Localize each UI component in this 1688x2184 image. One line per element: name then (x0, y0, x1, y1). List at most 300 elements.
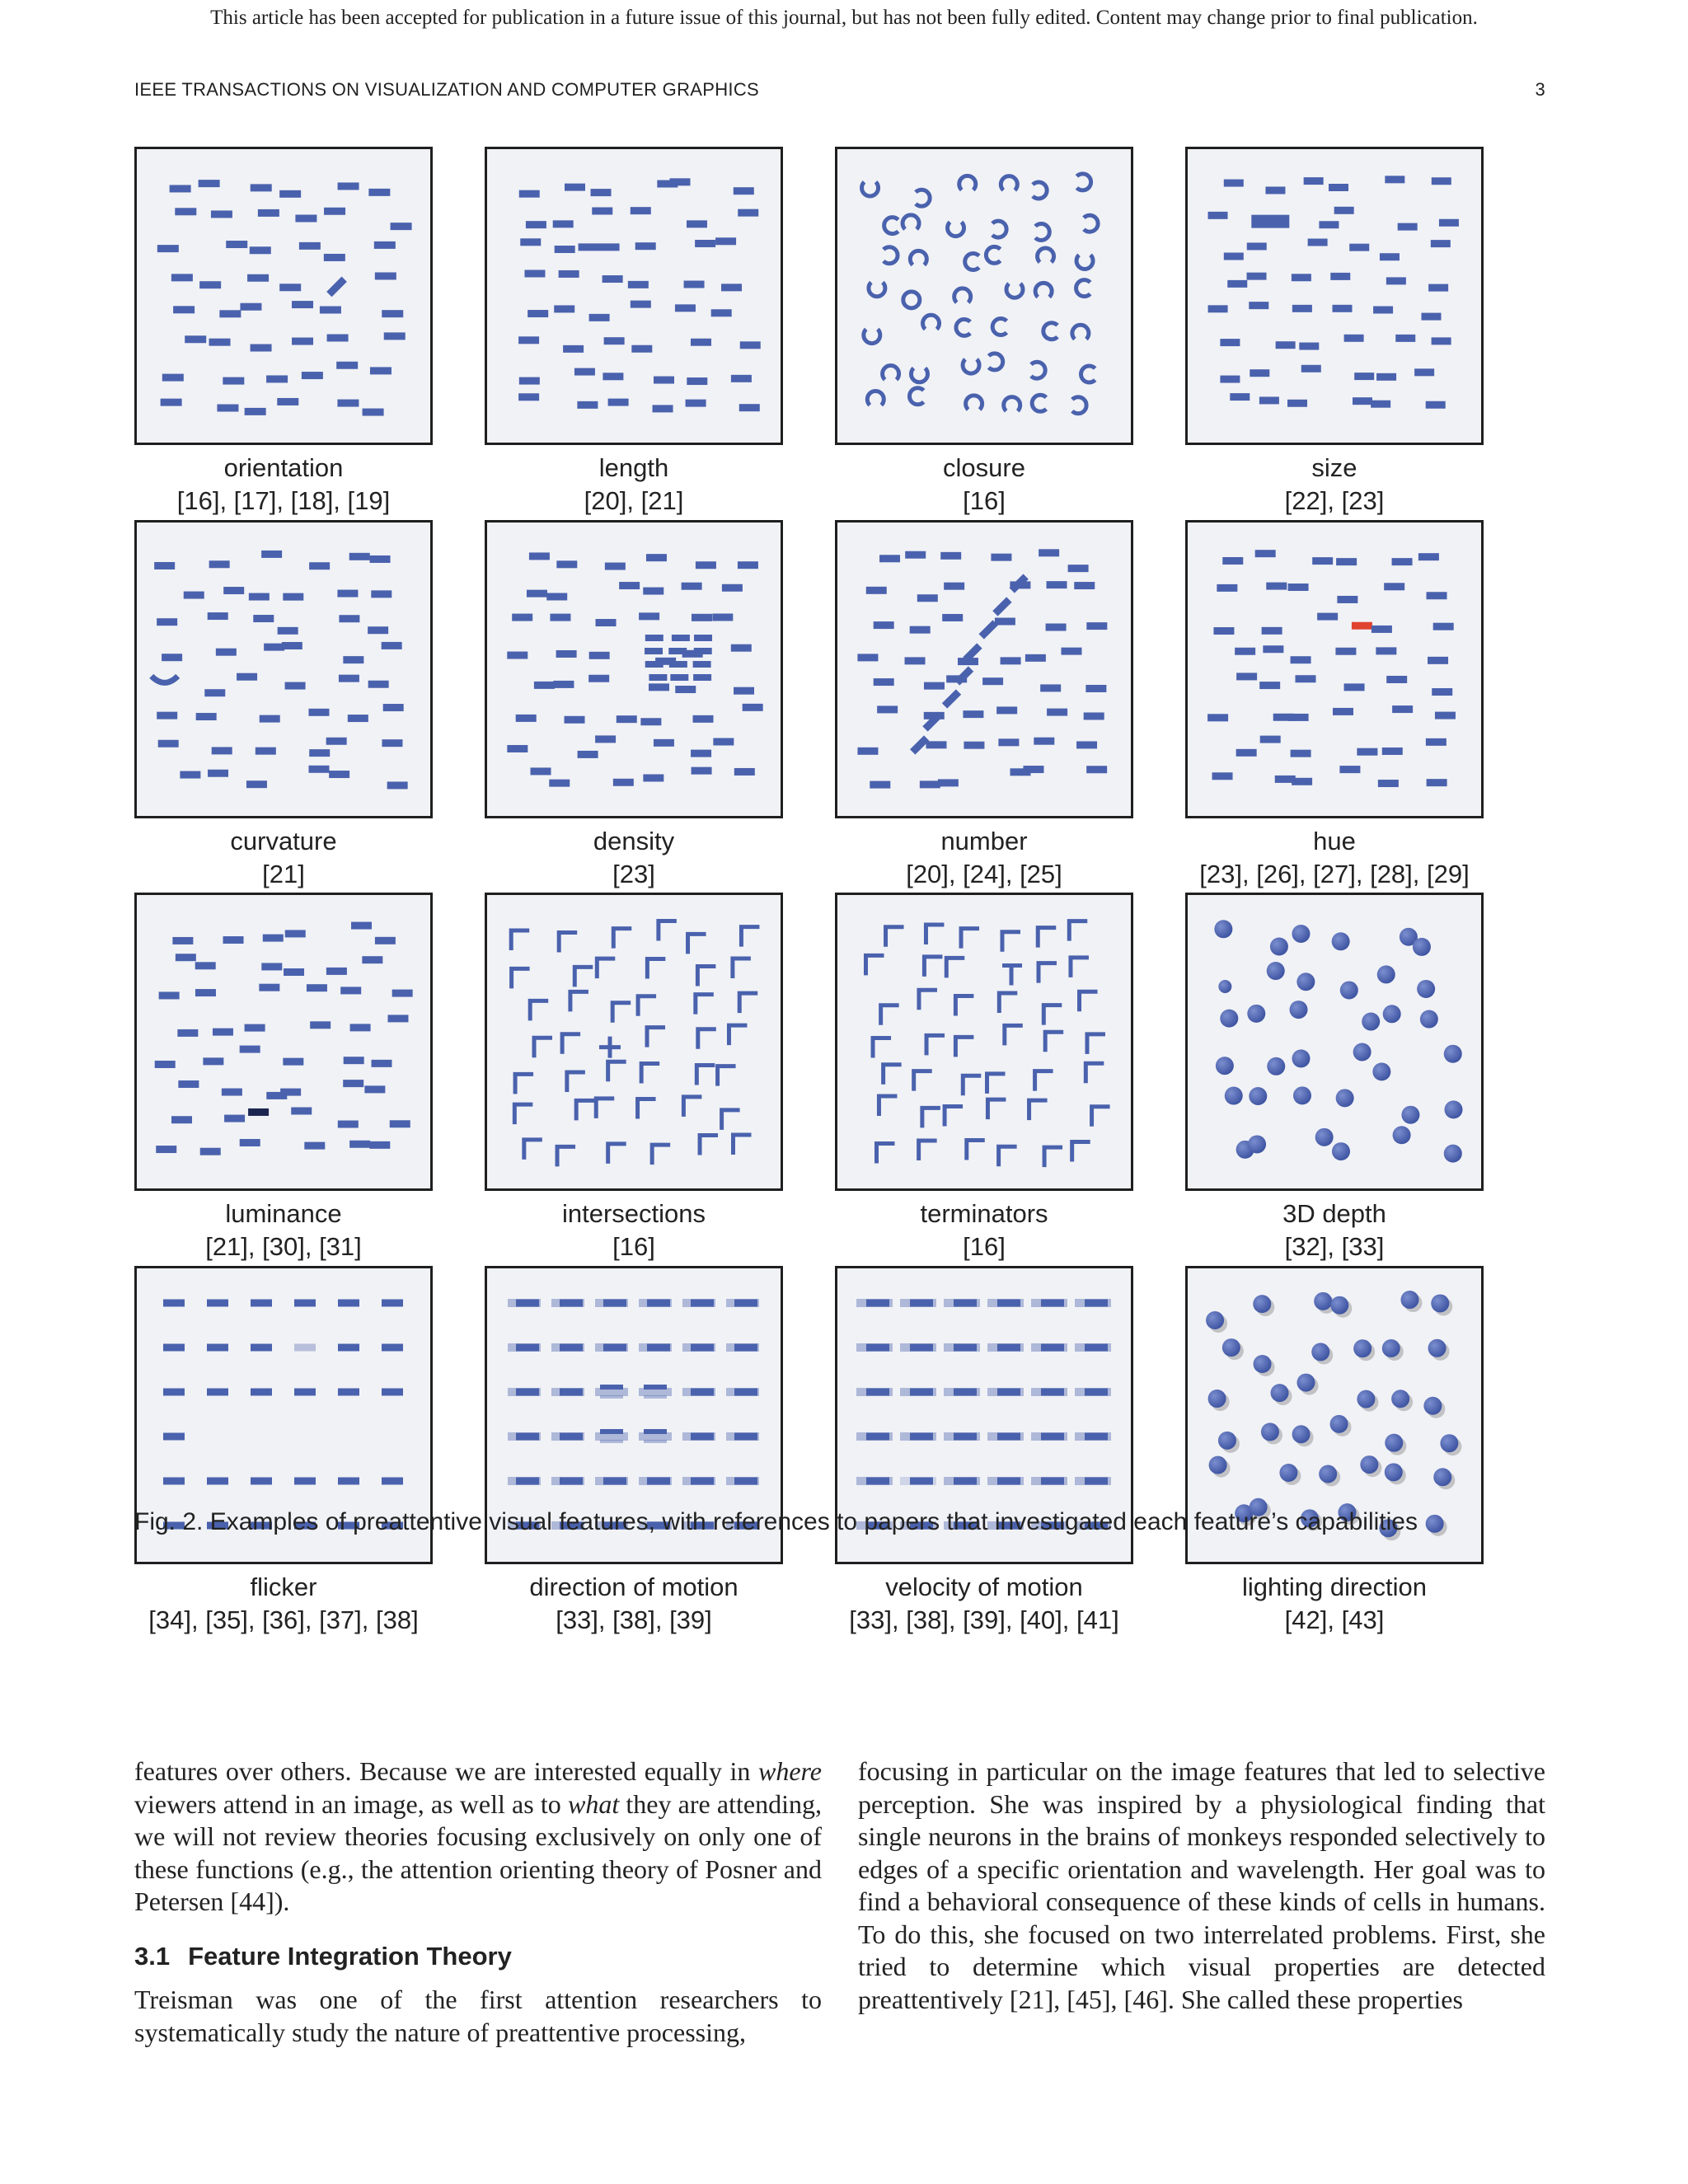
stimulus-mark (605, 563, 626, 570)
stimulus-mark (1085, 685, 1106, 692)
stimulus-mark (1336, 558, 1357, 565)
text-run: features over others. Because we are interested equally in (134, 1756, 758, 1786)
stimulus-mark (608, 1062, 626, 1081)
stimulus-mark (171, 1116, 192, 1123)
stimulus-mark (619, 582, 640, 589)
stimulus-mark (1400, 1291, 1418, 1309)
stimulus-mark (292, 301, 313, 308)
stimulus-mark (310, 1021, 331, 1029)
stimulus-mark (207, 1478, 228, 1485)
stimulus-mark (208, 612, 228, 620)
stimulus-mark (1271, 1384, 1289, 1402)
panel-stimulus (1188, 149, 1481, 443)
stimulus-mark (294, 1344, 316, 1352)
panel-stimulus (837, 895, 1131, 1188)
feature-refs: [16] (963, 486, 1006, 515)
stimulus-mark (519, 377, 540, 385)
stimulus-mark (248, 1108, 269, 1116)
stimulus-mark (530, 1001, 548, 1020)
stimulus-mark (223, 587, 244, 594)
panel-caption (101, 1197, 466, 1263)
stimulus-mark (961, 929, 979, 949)
stimulus-mark (555, 246, 575, 253)
stimulus-mark (917, 594, 938, 602)
stimulus-mark (161, 399, 182, 406)
stimulus-mark (1384, 583, 1404, 590)
stimulus-mark (1025, 654, 1046, 662)
stimulus-mark (963, 710, 983, 718)
panel-frame (835, 893, 1133, 1191)
stimulus-mark (1276, 341, 1296, 349)
stimulus-mark (631, 207, 651, 214)
stimulus-mark (279, 190, 301, 198)
stimulus-mark (1002, 966, 1022, 986)
stimulus-mark (675, 304, 696, 312)
feature-refs: [16] (612, 1232, 655, 1261)
stimulus-mark (1292, 1049, 1310, 1067)
stimulus-mark (682, 583, 702, 590)
feature-refs: [32], [33] (1284, 1232, 1385, 1261)
stimulus-mark (687, 220, 707, 227)
stimulus-mark (910, 626, 931, 634)
stimulus-mark (1287, 400, 1307, 407)
stimulus-mark (387, 781, 408, 789)
stimulus-mark (1428, 1339, 1447, 1357)
stimulus-mark (733, 1135, 751, 1155)
stimulus-mark (1432, 688, 1452, 696)
stimulus-mark (1086, 766, 1107, 773)
stimulus-mark (691, 1300, 714, 1307)
stimulus-mark (734, 1300, 757, 1307)
stimulus-mark (603, 373, 623, 380)
stimulus-mark (919, 990, 937, 1010)
panel-stimulus (137, 523, 430, 816)
stimulus-mark (1426, 401, 1446, 409)
stimulus-mark (307, 984, 327, 991)
stimulus-mark (691, 750, 711, 757)
stimulus-mark (1319, 221, 1339, 228)
stimulus-mark (1398, 223, 1418, 231)
stimulus-mark (1039, 549, 1059, 556)
stimulus-mark (283, 593, 303, 601)
stimulus-mark (560, 1344, 583, 1352)
stimulus-mark (159, 991, 180, 999)
stimulus-mark (866, 1389, 889, 1396)
stimulus-mark (264, 644, 284, 651)
stimulus-mark (1315, 1128, 1334, 1146)
stimulus-mark (945, 1106, 963, 1126)
stimulus-mark (644, 1429, 667, 1434)
stimulus-mark (688, 934, 706, 954)
stimulus-mark (338, 1478, 359, 1485)
stimulus-mark (1247, 242, 1267, 250)
stimulus-mark (518, 336, 539, 344)
panel-frame (1185, 520, 1484, 818)
stimulus-mark (694, 635, 712, 641)
stimulus-mark (524, 1140, 542, 1160)
publication-notice: This article has been accepted for publication in a future issue of this journal, but has not been fully edited. Content may change prior to final publication. (210, 7, 1478, 29)
stimulus-mark (589, 314, 610, 321)
stimulus-mark (247, 274, 269, 282)
stimulus-mark (596, 1099, 614, 1118)
stimulus-mark (986, 246, 1000, 263)
stimulus-mark (589, 652, 610, 659)
text-run: they are attending, we will not review theories focusing exclusively on only one of these functions (e.g., the attention orienting theory of Posner and Petersen [44]). (134, 1788, 822, 1916)
stimulus-mark (1427, 779, 1447, 786)
stimulus-mark (284, 968, 304, 976)
stimulus-mark (1247, 1005, 1265, 1023)
stimulus-mark (696, 1065, 715, 1085)
stimulus-mark (559, 933, 577, 953)
stimulus-mark (1372, 626, 1392, 633)
stimulus-mark (1371, 401, 1390, 408)
stimulus-mark (258, 209, 279, 217)
stimulus-mark (292, 338, 313, 345)
stimulus-mark (1071, 958, 1089, 977)
stimulus-mark (881, 1005, 899, 1025)
stimulus-mark (954, 1433, 977, 1441)
stimulus-mark (1295, 675, 1315, 682)
stimulus-mark (163, 1433, 185, 1441)
stimulus-mark (1001, 657, 1021, 664)
stimulus-mark (251, 1344, 272, 1352)
stimulus-mark (1385, 176, 1404, 183)
panel-frame (134, 520, 433, 818)
stimulus-mark (743, 704, 763, 711)
stimulus-mark (1002, 932, 1020, 952)
panel-caption (1152, 1571, 1517, 1637)
stimulus-mark (596, 619, 617, 626)
stimulus-mark (1301, 365, 1321, 373)
stimulus-mark (1330, 273, 1350, 280)
stimulus-mark (700, 1136, 718, 1155)
stimulus-mark (553, 681, 574, 688)
stimulus-mark (862, 182, 879, 196)
feature-refs: [20], [24], [25] (906, 860, 1062, 888)
stimulus-mark (337, 590, 358, 598)
feature-refs: [33], [38], [39], [40], [41] (849, 1605, 1119, 1634)
stimulus-mark (1227, 280, 1247, 288)
stimulus-mark (876, 1144, 894, 1164)
stimulus-mark (563, 345, 584, 353)
stimulus-mark (924, 957, 942, 977)
stimulus-mark (560, 1478, 583, 1485)
stimulus-mark (1312, 557, 1333, 565)
stimulus-mark (1335, 648, 1356, 655)
stimulus-mark (909, 388, 923, 405)
stimulus-mark (339, 675, 359, 682)
stimulus-mark (731, 375, 752, 382)
stimulus-mark (152, 676, 178, 682)
emphasis: what (567, 1788, 620, 1819)
stimulus-mark (1041, 1344, 1064, 1352)
stimulus-mark (1421, 313, 1441, 321)
stimulus-mark (550, 614, 570, 621)
panel-stimulus (1188, 523, 1481, 816)
stimulus-mark (696, 995, 714, 1015)
text-run: viewers attend in an image, as well as to (134, 1788, 568, 1819)
stimulus-mark (734, 187, 754, 194)
stimulus-mark (712, 613, 733, 621)
stimulus-mark (883, 366, 899, 380)
stimulus-mark (217, 404, 238, 411)
stimulus-mark (1378, 780, 1399, 787)
stimulus-mark (162, 374, 184, 382)
stimulus-mark (1354, 373, 1374, 380)
stimulus-mark (1208, 212, 1228, 219)
stimulus-mark (278, 627, 298, 635)
stimulus-mark (285, 682, 306, 690)
stimulus-mark (922, 1108, 940, 1127)
stimulus-mark (195, 962, 216, 969)
stimulus-mark (1208, 1390, 1226, 1408)
stimulus-mark (733, 958, 751, 978)
stimulus-mark (1220, 1010, 1238, 1028)
stimulus-mark (999, 1146, 1017, 1166)
stimulus-mark (1401, 1106, 1419, 1124)
feature-name: intersections (561, 1199, 706, 1228)
feature-refs: [33], [38], [39] (556, 1605, 712, 1634)
stimulus-mark (196, 713, 217, 720)
stimulus-mark (557, 1146, 575, 1166)
stimulus-mark (910, 1300, 933, 1307)
panel-caption (101, 1571, 466, 1637)
panel-frame (134, 893, 433, 1191)
stimulus-mark (640, 718, 661, 725)
panel-stimulus (487, 149, 781, 443)
feature-refs: [21], [30], [31] (205, 1232, 362, 1261)
stimulus-mark (1292, 274, 1311, 281)
stimulus-mark (1041, 1300, 1064, 1307)
stimulus-mark (914, 1071, 932, 1091)
stimulus-mark (874, 678, 894, 686)
stimulus-mark (1084, 215, 1098, 232)
panel-frame (485, 520, 783, 818)
feature-name: 3D depth (1282, 1199, 1386, 1228)
stimulus-mark (982, 677, 1003, 685)
stimulus-mark (938, 779, 959, 786)
stimulus-mark (1353, 1339, 1372, 1357)
paragraph: Treisman was one of the first attention researchers to systematically study the nature of preattentive processing, (134, 1985, 822, 2047)
stimulus-mark (645, 661, 663, 668)
stimulus-mark (866, 587, 887, 594)
stimulus-mark (1329, 184, 1348, 191)
stimulus-mark (992, 318, 1006, 335)
stimulus-mark (282, 642, 302, 649)
stimulus-mark (1236, 673, 1257, 680)
stimulus-mark (1292, 778, 1312, 785)
stimulus-mark (170, 185, 191, 192)
stimulus-mark (213, 1029, 233, 1036)
stimulus-mark (560, 1433, 583, 1441)
stimulus-mark (644, 1385, 667, 1390)
stimulus-mark (910, 1478, 933, 1485)
stimulus-mark (1440, 1434, 1458, 1452)
stimulus-mark (382, 642, 402, 649)
stimulus-mark (208, 770, 228, 777)
panel-caption (452, 1197, 816, 1263)
stimulus-mark (1439, 219, 1459, 227)
stimulus-mark (1426, 738, 1447, 746)
stimulus-mark (291, 1107, 312, 1114)
stimulus-mark (734, 687, 754, 695)
stimulus-mark (324, 254, 345, 261)
stimulus-mark (903, 215, 919, 229)
stimulus-mark (715, 237, 736, 245)
panel-frame (835, 520, 1133, 818)
stimulus-mark (375, 937, 396, 944)
stimulus-mark (1299, 343, 1319, 350)
stimulus-mark (669, 661, 687, 668)
panel-caption (802, 825, 1166, 891)
stimulus-mark (340, 987, 361, 994)
stimulus-mark (216, 649, 237, 656)
stimulus-mark (1035, 283, 1052, 297)
stimulus-mark (595, 735, 616, 743)
stimulus-mark (576, 1100, 594, 1120)
stimulus-mark (944, 583, 964, 590)
stimulus-mark (1035, 1071, 1053, 1091)
stimulus-mark (375, 272, 396, 279)
stimulus-mark (1349, 244, 1369, 251)
stimulus-mark (219, 310, 241, 317)
stimulus-mark (338, 1300, 359, 1307)
stimulus-mark (546, 593, 567, 600)
stimulus-mark (336, 362, 358, 369)
stimulus-mark (207, 1344, 228, 1352)
section-number: 3.1 (134, 1941, 171, 1971)
stimulus-mark (343, 1080, 363, 1087)
stimulus-mark (1432, 177, 1451, 185)
stimulus-mark (1254, 1355, 1272, 1373)
stimulus-mark (1236, 749, 1257, 757)
stimulus-mark (649, 674, 667, 681)
stimulus-mark (691, 1433, 714, 1441)
stimulus-mark (1385, 1463, 1403, 1481)
stimulus-mark (565, 716, 585, 724)
stimulus-mark (987, 1074, 1006, 1094)
stimulus-mark (879, 555, 900, 562)
stimulus-mark (178, 1080, 199, 1088)
stimulus-mark (675, 686, 696, 693)
stimulus-mark (738, 209, 758, 217)
stimulus-mark (516, 1433, 539, 1441)
stimulus-mark (713, 738, 734, 745)
stimulus-mark (1261, 1422, 1279, 1441)
stimulus-mark (603, 1344, 626, 1352)
stimulus-mark (1220, 376, 1240, 383)
stimulus-mark (1046, 624, 1067, 631)
stimulus-mark (1224, 180, 1244, 187)
stimulus-mark (362, 956, 382, 963)
stimulus-mark (734, 1344, 757, 1352)
stimulus-mark (1259, 396, 1279, 404)
stimulus-mark (995, 618, 1015, 626)
stimulus-mark (1332, 1142, 1350, 1160)
stimulus-mark (324, 208, 345, 215)
stimulus-mark (741, 927, 759, 947)
stimulus-mark (1072, 325, 1089, 339)
stimulus-mark (157, 245, 179, 252)
stimulus-mark (997, 1389, 1020, 1396)
stimulus-mark (600, 1385, 623, 1390)
panel-caption (802, 1571, 1166, 1637)
stimulus-mark (1080, 991, 1098, 1011)
stimulus-mark (631, 301, 651, 308)
stimulus-mark (1383, 1005, 1401, 1023)
stimulus-mark (1023, 766, 1043, 773)
stimulus-mark (511, 930, 529, 950)
stimulus-mark (997, 1433, 1020, 1441)
stimulus-mark (1291, 750, 1311, 757)
page-number: 3 (1535, 79, 1545, 100)
stimulus-mark (1291, 656, 1311, 663)
stimulus-mark (1395, 335, 1415, 342)
stimulus-mark (866, 1344, 889, 1352)
feature-name: orientation (223, 453, 344, 482)
stimulus-mark (384, 332, 406, 340)
stimulus-mark (348, 715, 368, 722)
stimulus-mark (1292, 1425, 1311, 1443)
stimulus-mark (516, 715, 537, 722)
stimulus-mark (997, 1344, 1020, 1352)
stimulus-mark (209, 339, 231, 346)
stimulus-mark (372, 1060, 392, 1067)
stimulus-mark (955, 1037, 973, 1057)
stimulus-mark (1376, 373, 1396, 381)
stimulus-mark (1344, 335, 1364, 342)
stimulus-mark (734, 1478, 757, 1485)
stimulus-mark (963, 1076, 981, 1095)
feature-name: closure (943, 453, 1025, 482)
paragraph (134, 1755, 822, 1919)
stimulus-mark (1249, 1087, 1267, 1105)
stimulus-mark (1068, 565, 1089, 572)
stimulus-mark (1214, 920, 1232, 938)
stimulus-mark (222, 1089, 242, 1096)
stimulus-mark (320, 306, 341, 313)
stimulus-mark (279, 284, 301, 291)
stimulus-mark (512, 614, 532, 621)
stimulus-mark (224, 1115, 245, 1122)
stimulus-mark (527, 590, 547, 598)
stimulus-mark (391, 223, 412, 230)
stimulus-mark (530, 767, 551, 775)
stimulus-mark (249, 593, 270, 601)
stimulus-mark (1230, 393, 1250, 401)
stimulus-mark (560, 1389, 583, 1396)
stimulus-mark (299, 242, 321, 250)
stimulus-mark (574, 368, 595, 376)
stimulus-mark (343, 656, 363, 663)
stimulus-mark (697, 967, 715, 987)
stimulus-mark (1260, 736, 1281, 743)
stimulus-mark (1333, 305, 1353, 312)
stimulus-mark (739, 993, 757, 1013)
feature-name: number (940, 827, 1028, 855)
stimulus-mark (1086, 622, 1107, 630)
stimulus-mark (382, 1389, 403, 1396)
stimulus-mark (940, 552, 961, 560)
panel-frame (485, 147, 783, 445)
stimulus-mark (740, 341, 761, 349)
stimulus-mark (1382, 1339, 1400, 1357)
stimulus-mark (857, 748, 878, 755)
feature-refs: [23] (612, 860, 655, 888)
feature-name: size (1311, 453, 1357, 482)
stimulus-mark (672, 635, 690, 641)
stimulus-mark (1035, 223, 1049, 240)
